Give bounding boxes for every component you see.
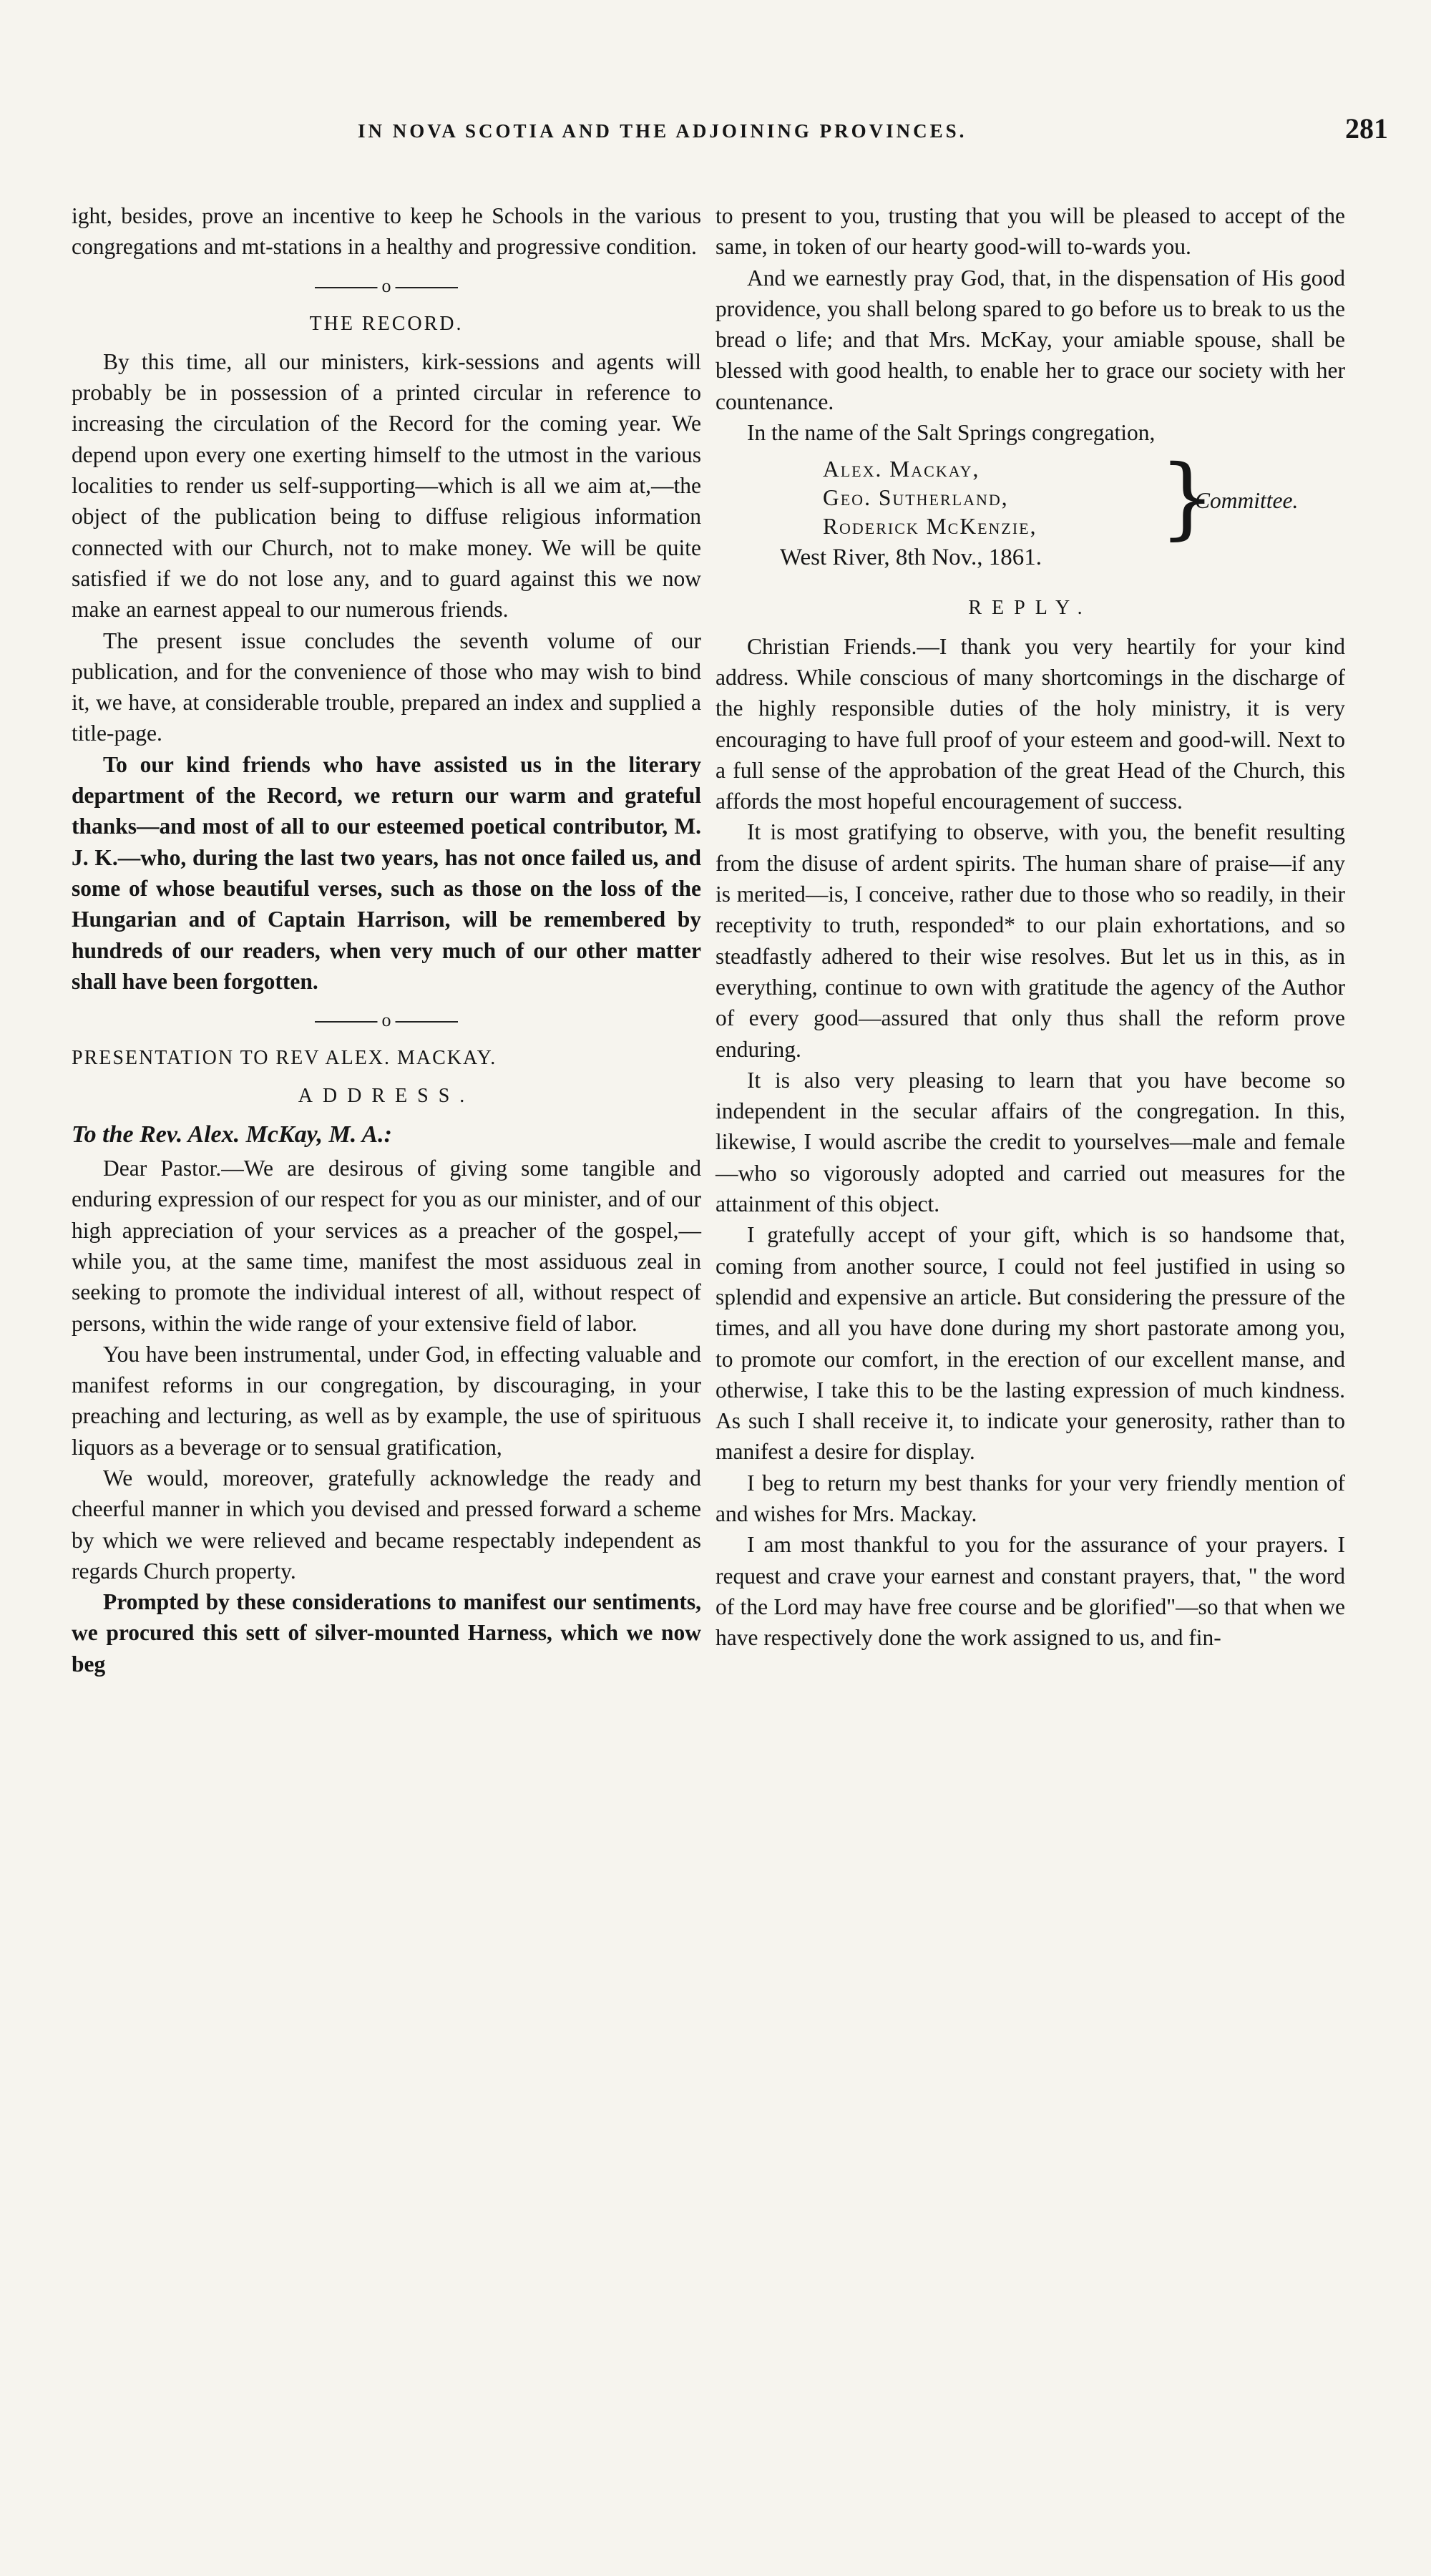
- record-paragraph-1: By this time, all our ministers, kirk-sessions and agents will probably be in possession of a printed circular in reference to increasing the circulation of the Record for the coming year. We depend upon every one exerting himself to the utmost in the various localities to render us self-supporting—which is all we aim at,—the object of the publication being to diffuse religious information connected with our Church, not to make money. We will be quite satisfied if we do not lose any, and to guard against this we now make an earnest appeal to our numerous friends.: [72, 348, 701, 623]
- presentation-heading: PRESENTATION TO REV ALEX. MACKAY.: [72, 1047, 497, 1070]
- section-divider: [315, 271, 458, 303]
- signatory: Alex. Mackay,: [823, 457, 980, 482]
- reply-heading: REPLY.: [968, 597, 1093, 620]
- address-continuation: to present to you, trusting that you will be pleased to accept of the same, in token of our hearty good-will to-wards you.: [716, 203, 1345, 260]
- reply-paragraph-4: I gratefully accept of your gift, which is so handsome that, coming from another source, I could not feel justified in using so splendid and expensive an article. But considering the pressure of the times, and all you have done during my short pastorate among you, to promote our comfort, in the erection of our excellent manse, and otherwise, I take this to be the lasting expression of much kindness. As such I shall receive it, to indicate your generosity, rather than to manifest a desire for display.: [716, 1222, 1345, 1465]
- address-prayer: And we earnestly pray God, that, in the dispensation of His good providence, you shall belong spared to go before us to break to us the bread o life; and that Mrs. McKay, your amiable spouse, shall be blessed with good health, to enable her to grace our society with her countenance.: [716, 265, 1345, 414]
- address-paragraph-1: Dear Pastor.—We are desirous of giving some tangible and enduring expression of our respect for you as our minister, and of our high appreciation of your services as a preacher of the gospel,—while you, at the same time, manifest the most assiduous zeal in seeking to promote the individual interest of all, without respect of persons, within the wide range of your extensive field of labor.: [72, 1156, 701, 1336]
- running-head-title: IN NOVA SCOTIA AND THE ADJOINING PROVINCES.: [358, 120, 967, 142]
- divider-mark: o: [378, 1010, 396, 1031]
- section-divider: [315, 1005, 458, 1037]
- committee-label: Committee.: [1195, 488, 1299, 514]
- dateline: West River, 8th Nov., 1861.: [780, 545, 1042, 571]
- running-head: [100, 114, 1388, 165]
- address-paragraph-4: Prompted by these considerations to manifest our sentiments, we procured this sett of silver-mounted Harness, which we now beg: [72, 1589, 701, 1677]
- address-paragraph-2: You have been instrumental, under God, in effecting valuable and manifest reforms in our congregation, by discouraging, in your preaching and lecturing, as well as by example, the use of spirituous liquors as a beverage or to sensual gratification,: [72, 1341, 701, 1460]
- signatory: Roderick McKenzie,: [823, 514, 1037, 540]
- page-number: 281: [1345, 112, 1388, 145]
- addressee: To the Rev. Alex. McKay, M. A.:: [72, 1121, 392, 1148]
- right-column: [716, 200, 1345, 1653]
- intro-paragraph: ight, besides, prove an incentive to keep he Schools in the various congregations and mt-stations in a healthy and progressive condition.: [72, 203, 701, 260]
- record-paragraph-3: To our kind friends who have assisted us in the literary department of the Record, we return our warm and grateful thanks—and most of all to our esteemed poetical contributor, M. J. K.—who, during the last two years, has not once failed us, and some of whose beautiful verses, such as those on the loss of the Hungarian and of Captain Harrison, will be remembered by hundreds of our readers, when very much of our other matter shall have been forgotten.: [72, 751, 701, 994]
- address-closing: In the name of the Salt Springs congregation,: [747, 420, 1156, 446]
- reply-paragraph-6: I am most thankful to you for the assurance of your prayers. I request and crave your earnest and constant prayers, that, " the word of the Lord may have free course and be glorified"—so that when we have respectively done the work assigned to us, and fin-: [716, 1532, 1345, 1651]
- record-paragraph-2: The present issue concludes the seventh volume of our publication, and for the convenience of those who may wish to bind it, we have, at considerable trouble, prepared an index and supplied a title-page.: [72, 628, 701, 746]
- reply-paragraph-1: Christian Friends.—I thank you very heartily for your kind address. While conscious of many shortcomings in the discharge of the highly responsible duties of the holy ministry, it is very encouraging to have full proof of your esteem and good-will. Next to a full sense of the approbation of the great Head of the Church, this affords the most hopeful encouragement of success.: [716, 633, 1345, 814]
- record-heading: THE RECORD.: [309, 312, 464, 335]
- divider-mark: o: [378, 275, 396, 297]
- signature-block: [780, 447, 1345, 574]
- reply-paragraph-3: It is also very pleasing to learn that you have become so independent in the secular affairs of the congregation. In this, likewise, I would ascribe the credit to yourselves—male and female—who so vigorously adopted and carried out measures for the attainment of this object.: [716, 1067, 1345, 1217]
- signatory: Geo. Sutherland,: [823, 485, 1009, 511]
- reply-paragraph-5: I beg to return my best thanks for your very friendly mention of and wishes for Mrs. Mackay.: [716, 1470, 1345, 1526]
- reply-paragraph-2: It is most gratifying to observe, with you, the benefit resulting from the disuse of ardent spirits. The human share of praise—if any is merited—is, I conceive, rather due to those who so readily, in their receptivity to truth, responded* to our plain exhortations, and so steadfastly adhered to their wise resolves. But let us in this, as in everything, continue to own with gratitude the agency of the Author of every good—assured that only thus shall the reform prove enduring.: [716, 819, 1345, 1062]
- address-paragraph-3: We would, moreover, gratefully acknowledge the ready and cheerful manner in which you devised and pressed forward a scheme by which we were relieved and became respectably independent as regards Church property.: [72, 1465, 701, 1584]
- left-column: [72, 200, 701, 1679]
- address-heading: ADDRESS.: [298, 1085, 475, 1108]
- brace-icon: }: [1159, 447, 1216, 550]
